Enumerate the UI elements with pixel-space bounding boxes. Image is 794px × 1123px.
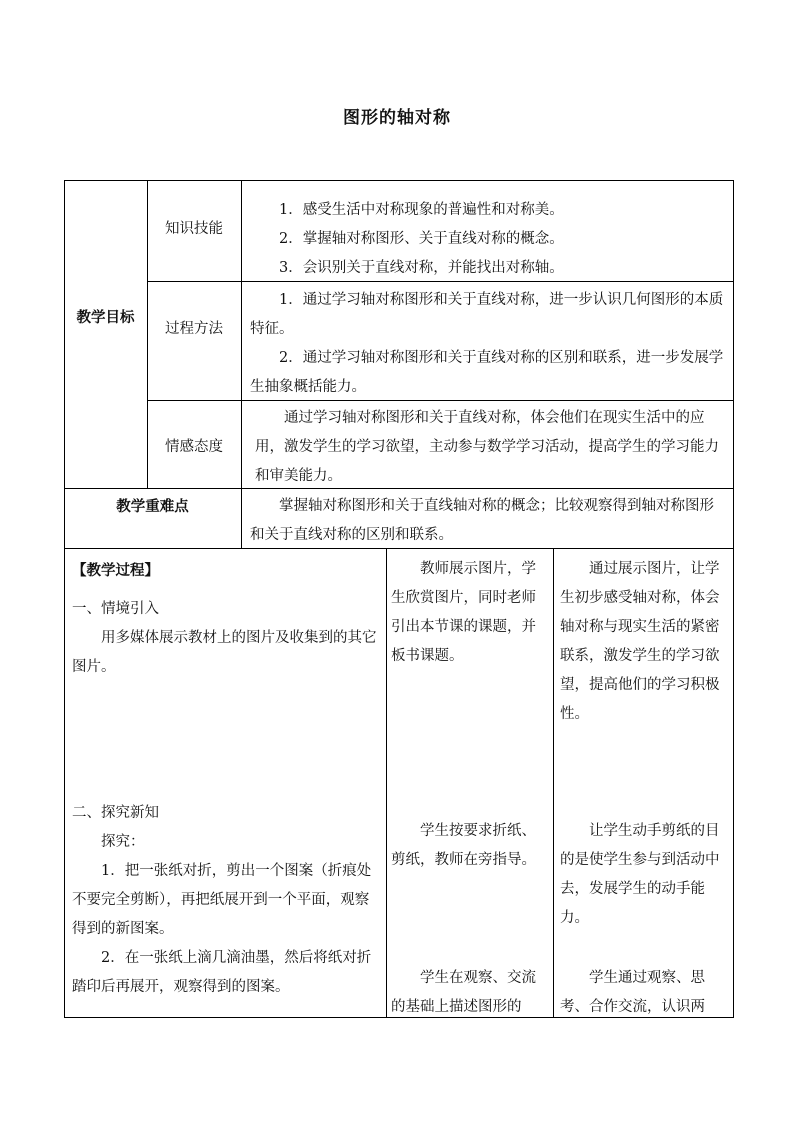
process-method-label: 过程方法 <box>165 321 223 337</box>
knowledge-item: 1．感受生活中对称现象的普遍性和对称美。 <box>279 202 564 218</box>
process-method-list <box>250 286 728 402</box>
intent-3: 学生通过观察、思考、合作交流，认识两 <box>560 970 705 1015</box>
process-method-item: 2．通过学习轴对称图形和关于直线对称的区别和联系，进一步发展学生抽象概括能力。 <box>250 350 724 395</box>
intent-1: 通过展示图片，让学生初步感受轴对称，体会轴对称与现实生活的紧密联系，激发学生的学习欲望，提高他们的学习积极性。 <box>560 561 720 722</box>
section-1-text: 用多媒体展示教材上的图片及收集到的其它图片。 <box>72 630 377 675</box>
section-2-item: 1．把一张纸对折，剪出一个图案（折痕处不要完全剪断），再把纸展开到一个平面，观察得到的新图案。 <box>72 863 372 937</box>
knowledge-item: 2．掌握轴对称图形、关于直线对称的概念。 <box>279 231 564 247</box>
process-method-item: 1．通过学习轴对称图形和关于直线对称，进一步认识几何图形的本质特征。 <box>250 292 724 337</box>
activity-1: 教师展示图片，学生欣赏图片，同时老师引出本节课的课题，并板书课题。 <box>391 561 536 664</box>
activity-2: 学生按要求折纸、剪纸，教师在旁指导。 <box>391 823 536 868</box>
col-divider-process-main <box>386 548 387 1018</box>
section-1-title: 一、情境引入 <box>72 601 159 617</box>
section-2-body <box>72 828 380 1002</box>
key-points-label: 教学重难点 <box>116 498 189 515</box>
col-divider-sublabels <box>241 180 242 548</box>
section-2-title: 二、探究新知 <box>72 805 159 821</box>
activity-3: 学生在观察、交流的基础上描述图形的 <box>391 970 536 1015</box>
knowledge-list <box>250 196 728 283</box>
knowledge-label: 知识技能 <box>165 221 223 237</box>
section-2-item: 2．在一张纸上滴几滴油墨，然后将纸对折踏印后再展开，观察得到的图案。 <box>72 950 372 995</box>
emotion-label: 情感态度 <box>165 439 223 455</box>
objectives-label: 教学目标 <box>76 309 135 326</box>
key-points-text: 掌握轴对称图形和关于直线轴对称的概念；比较观察得到轴对称图形和关于直线对称的区别和联系。 <box>250 498 714 543</box>
emotion-text: 通过学习轴对称图形和关于直线对称，体会他们在现实生活中的应用，激发学生的学习欲望，主动参与数学学习活动，提高学生的学习能力和审美能力。 <box>255 410 719 484</box>
intent-2: 让学生动手剪纸的目的是使学生参与到活动中去，发展学生的动手能力。 <box>560 823 720 926</box>
process-heading: 【教学过程】 <box>72 562 159 579</box>
section-2-subtitle: 探究： <box>101 834 145 850</box>
col-divider-process-intent <box>553 548 554 1018</box>
page-title: 图形的轴对称 <box>343 108 451 128</box>
knowledge-item: 3．会识别关于直线对称，并能找出对称轴。 <box>279 260 564 276</box>
